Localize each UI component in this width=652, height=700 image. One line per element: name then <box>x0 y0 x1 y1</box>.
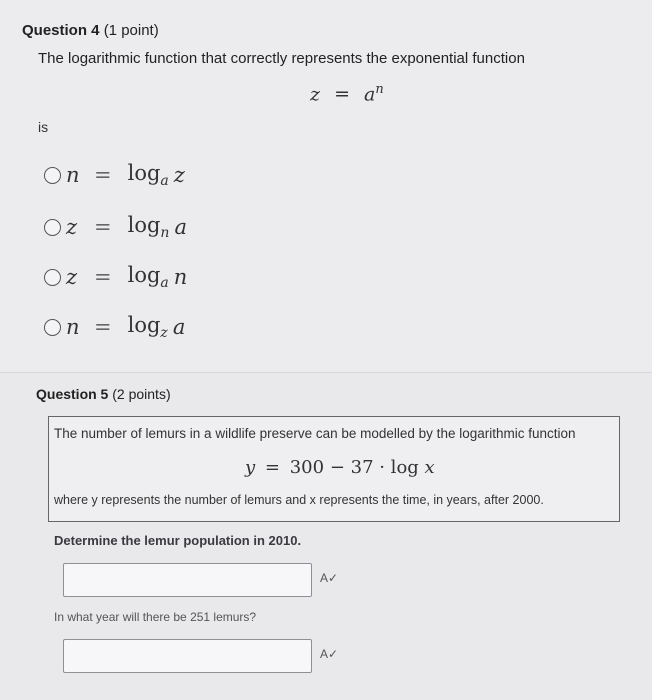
radio-button[interactable] <box>44 269 61 286</box>
option-4[interactable] <box>44 312 185 342</box>
option-log <box>128 161 169 189</box>
model-variables-description: where y represents the number of lemurs and x represents the time, in years, after 2000. <box>54 493 544 507</box>
equation-base: a <box>364 83 376 106</box>
option-lhs: z <box>66 215 78 239</box>
option-equals: = <box>94 265 112 289</box>
log-text: log <box>127 212 161 237</box>
model-description: The number of lemurs in a wildlife preserve can be modelled by the logarithmic function <box>54 426 576 441</box>
option-arg: a <box>172 315 186 339</box>
option-lhs: n <box>66 163 80 187</box>
question-4-points: (1 point) <box>103 22 159 39</box>
is-label: is <box>38 119 49 135</box>
question-4-title <box>22 22 159 39</box>
log-base: z <box>160 325 168 342</box>
lemur-model-box <box>48 416 620 522</box>
question-5-points: (2 points) <box>112 386 171 402</box>
log-base: n <box>160 225 170 242</box>
option-lhs: n <box>66 315 80 339</box>
option-1[interactable] <box>44 160 185 190</box>
part-1-prompt: Determine the lemur population in 2010. <box>54 533 302 548</box>
option-lhs: z <box>66 265 78 289</box>
option-log <box>128 213 170 241</box>
equation-exponent: n <box>375 82 384 97</box>
part-2-prompt: In what year will there be 251 lemurs? <box>54 610 257 624</box>
radio-button[interactable] <box>44 167 61 184</box>
question-4-prompt: The logarithmic function that correctly represents the exponential function <box>38 50 525 67</box>
model-equation <box>245 457 435 478</box>
option-3[interactable] <box>44 262 187 292</box>
log-base: a <box>160 275 169 292</box>
model-lhs: y <box>245 457 256 478</box>
spellcheck-icon[interactable]: A✓ <box>320 647 339 661</box>
part-1-answer-input[interactable] <box>63 563 312 597</box>
model-rhs: 300 − 37 · log <box>289 457 419 478</box>
spellcheck-icon[interactable]: A✓ <box>320 571 339 585</box>
option-log <box>128 263 169 291</box>
option-equals: = <box>94 315 112 339</box>
option-equals: = <box>94 163 112 187</box>
option-equals: = <box>94 215 112 239</box>
exponential-equation <box>310 82 384 105</box>
question-5-label: Question 5 <box>36 386 109 402</box>
option-arg: z <box>173 163 185 187</box>
equation-lhs: z <box>310 83 321 106</box>
radio-button[interactable] <box>44 319 61 336</box>
log-base: a <box>160 173 169 190</box>
option-log <box>128 313 168 341</box>
option-2[interactable] <box>44 212 187 242</box>
option-arg: a <box>174 215 187 239</box>
log-text: log <box>127 160 161 185</box>
log-text: log <box>127 262 161 287</box>
question-4-label: Question 4 <box>22 22 100 39</box>
model-equals: = <box>264 457 280 478</box>
question-5-title <box>36 386 171 402</box>
part-2-answer-input[interactable] <box>63 639 312 673</box>
log-text: log <box>127 312 161 337</box>
option-arg: n <box>173 265 188 289</box>
equation-equals: = <box>334 83 350 106</box>
radio-button[interactable] <box>44 219 61 236</box>
model-variable: x <box>424 457 435 478</box>
